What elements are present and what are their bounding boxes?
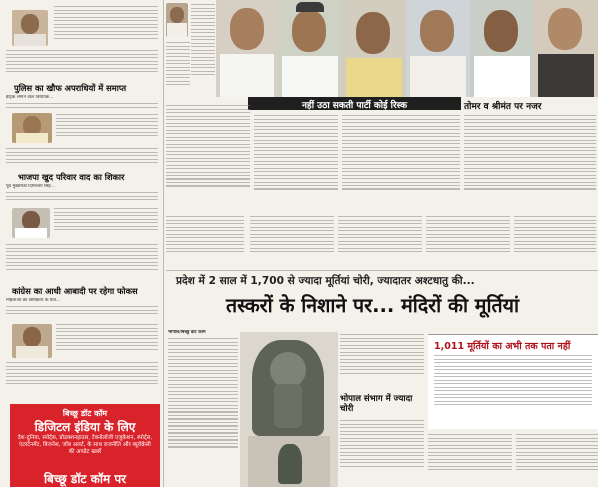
story-text xyxy=(166,40,190,102)
byline: भोपाल/बिच्छू डॉट कॉम xyxy=(168,330,206,335)
story-text xyxy=(340,332,424,392)
main-headline: तस्करों के निशाने पर... मंदिरों की मूर्तियां xyxy=(226,294,519,317)
story-text xyxy=(426,214,510,266)
story-text xyxy=(168,336,238,487)
main-kicker: प्रदेश में 2 साल में 1,700 से ज्यादा मूर्तियां चोरी, ज्यादातर अश्टधातु की... xyxy=(176,275,475,287)
portrait-photo-2 xyxy=(12,113,52,143)
story-heading: भाजपा खुद परिवार वाद का शिकार xyxy=(18,172,125,182)
story-text xyxy=(342,113,460,215)
story-snippet: महिलाओं को अधिकारों के प्रति... xyxy=(6,298,61,303)
story-snippet: पूर्व मुख्यमंत्री दिग्विजय सिंह... xyxy=(6,184,55,189)
story-text xyxy=(166,214,244,266)
photo-caption: नहीं उठा सकती पार्टी कोई रिस्क xyxy=(301,101,408,111)
portrait-photo-3 xyxy=(12,208,50,238)
story-text xyxy=(250,214,334,266)
story-text xyxy=(56,112,158,146)
info-box xyxy=(428,334,598,429)
section-divider xyxy=(166,270,598,271)
advertisement[interactable] xyxy=(10,404,160,487)
story-text xyxy=(54,206,158,240)
story-text xyxy=(191,2,215,102)
ad-brand-top: बिच्छू डॉट कॉम xyxy=(62,409,108,418)
story-text xyxy=(340,418,424,487)
story-text xyxy=(56,322,158,360)
story-text xyxy=(6,360,158,394)
story-text xyxy=(6,304,158,318)
story-text xyxy=(6,101,158,111)
idol-photo xyxy=(240,332,338,487)
story-heading: पुलिस का खौफ अपराधियों में समाप्त xyxy=(14,83,127,93)
story-text xyxy=(6,242,158,282)
ad-headline: डिजिटल इंडिया के लिए xyxy=(34,420,136,434)
column-divider xyxy=(163,0,164,487)
side-story-heading: तोमर व श्रीमंत पर नजर xyxy=(464,102,542,112)
left-column xyxy=(0,0,162,487)
portrait-photo-5 xyxy=(166,3,188,37)
ad-brand-bottom: बिच्छू डॉट कॉम पर xyxy=(43,472,127,486)
story-text xyxy=(428,432,512,487)
ad-body: देश-दुनिया, स्पोर्ट्स, प्रोडक्शनहाउस, टेक्नोलॉजी एजुकेशन, स्पोर्ट्स, एंटरटेनमेंट, बिजनेस, जॉब अलर्ट, के साथ राजनीति और ब्यूरोक्रेसी की अपडेट खबरें xyxy=(17,435,153,456)
story-text xyxy=(516,432,598,487)
story-text xyxy=(338,214,422,266)
portrait-photo-4 xyxy=(12,324,52,358)
sub-heading: भोपाल संभाग में ज्यादा चोरी xyxy=(340,394,413,414)
photo-caption-bar xyxy=(248,97,461,110)
info-box-text xyxy=(434,353,592,427)
story-text xyxy=(514,214,596,266)
story-text xyxy=(254,113,338,215)
story-text xyxy=(6,48,158,80)
story-text xyxy=(6,146,158,170)
story-text xyxy=(54,4,158,48)
story-snippet: हैट्रिक लगाने वाले विधायक... xyxy=(6,95,54,100)
story-heading: कांग्रेस का आधी आबादी पर रहेगा फोकस xyxy=(12,286,138,296)
story-text xyxy=(464,113,596,215)
story-text xyxy=(166,103,250,215)
info-box-heading: 1,011 मूर्तियों का अभी तक पता नहीं xyxy=(434,341,571,352)
leaders-photo-strip xyxy=(216,0,598,97)
portrait-photo-1 xyxy=(12,10,48,46)
story-text xyxy=(6,190,158,204)
